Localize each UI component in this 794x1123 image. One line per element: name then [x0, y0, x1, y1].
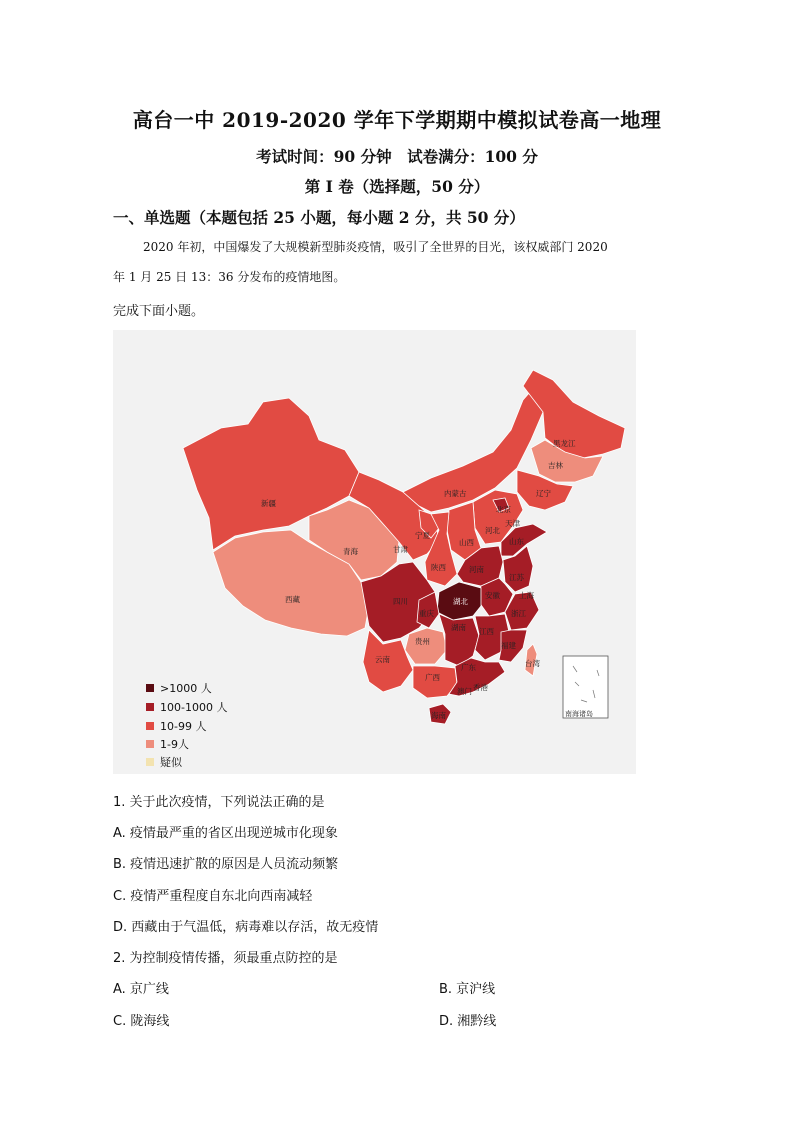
- legend-label-over1000: >1000 人: [160, 682, 212, 695]
- question-1-option-d[interactable]: D. 西藏由于气温低，病毒难以存活，故无疫情: [113, 920, 379, 935]
- label-neimenggu: 内蒙古: [444, 489, 467, 498]
- label-anhui: 安徽: [485, 591, 500, 600]
- label-aomen: 澳门: [457, 687, 472, 696]
- label-tianjin: 天津: [505, 519, 520, 528]
- label-chongqing: 重庆: [419, 609, 434, 618]
- label-jilin: 吉林: [548, 461, 563, 470]
- label-hebei: 河北: [485, 526, 500, 535]
- passage-line-2: 年 1 月 25 日 13：36 分发布的疫情地图。: [113, 270, 346, 284]
- label-sichuan: 四川: [393, 597, 408, 606]
- question-2-option-b[interactable]: B. 京沪线: [439, 982, 496, 997]
- legend-swatch-1-9: [146, 740, 154, 748]
- question-1-option-b[interactable]: B. 疫情迅速扩散的原因是人员流动频繁: [113, 857, 339, 872]
- legend-label-suspect: 疑似: [160, 756, 182, 769]
- legend-label-100-1000: 100-1000 人: [160, 701, 228, 714]
- map-legend: [146, 682, 227, 769]
- legend-swatch-over1000: [146, 684, 154, 692]
- label-xianggang: 香港: [473, 683, 488, 692]
- legend-label-10-99: 10-99 人: [160, 720, 207, 733]
- label-shaanxi: 陕西: [431, 563, 446, 572]
- label-shandong: 山东: [509, 537, 524, 546]
- legend-swatch-suspect: [146, 758, 154, 766]
- region-guizhou: [405, 628, 447, 664]
- label-fujian: 福建: [501, 641, 516, 650]
- legend-label-1-9: 1-9人: [160, 738, 189, 751]
- label-henan: 河南: [469, 565, 484, 574]
- label-xizang: 西藏: [285, 595, 300, 604]
- label-shanghai: 上海: [519, 591, 534, 600]
- instruction-text: 完成下面小题。: [113, 304, 205, 319]
- part-heading: 第 I 卷（选择题，50 分）: [304, 177, 490, 196]
- question-1-option-a[interactable]: A. 疫情最严重的省区出现逆城市化现象: [113, 826, 338, 841]
- section-heading: 一、单选题（本题包括 25 小题，每小题 2 分，共 50 分）: [113, 208, 525, 227]
- inset-label: 南海诸岛: [565, 710, 593, 718]
- label-zhejiang: 浙江: [511, 609, 526, 618]
- label-beijing: 北京: [496, 505, 511, 514]
- passage-paragraph: [113, 232, 681, 292]
- label-heilongjiang: 黑龙江: [553, 439, 576, 448]
- epidemic-map: [113, 330, 636, 774]
- label-guizhou: 贵州: [415, 637, 430, 646]
- legend-swatch-10-99: [146, 722, 154, 730]
- question-1-stem: 1. 关于此次疫情，下列说法正确的是: [113, 795, 325, 810]
- label-hubei: 湖北: [453, 597, 468, 606]
- china-map-svg: [113, 330, 636, 774]
- legend-swatch-100-1000: [146, 703, 154, 711]
- label-gansu: 甘肃: [393, 545, 408, 554]
- label-taiwan: 台湾: [525, 659, 540, 668]
- question-2-stem: 2. 为控制疫情传播，须最重点防控的是: [113, 951, 338, 966]
- passage-line-1: 2020 年初，中国爆发了大规模新型肺炎疫情，吸引了全世界的目光，该权威部门 2020: [143, 240, 608, 254]
- label-jiangsu: 江苏: [509, 573, 524, 582]
- label-jiangxi: 江西: [479, 627, 494, 636]
- label-ningxia: 宁夏: [415, 531, 430, 540]
- question-2-option-d[interactable]: D. 湘黔线: [439, 1014, 497, 1029]
- label-shanxi: 山西: [459, 538, 474, 547]
- label-liaoning: 辽宁: [536, 489, 551, 498]
- label-guangdong: 广东: [461, 663, 476, 672]
- label-xinjiang: 新疆: [261, 499, 276, 508]
- label-hainan: 海南: [431, 711, 446, 720]
- label-hunan: 湖南: [451, 623, 466, 632]
- label-guangxi: 广西: [425, 673, 440, 682]
- question-2-option-c[interactable]: C. 陇海线: [113, 1014, 170, 1029]
- question-1-option-c[interactable]: C. 疫情严重程度自东北向西南减轻: [113, 889, 313, 904]
- label-yunnan: 云南: [375, 655, 390, 664]
- label-qinghai: 青海: [343, 547, 358, 556]
- south-china-sea-inset: [563, 656, 608, 718]
- exam-info: 考试时间：90 分钟 试卷满分：100 分: [256, 147, 538, 166]
- page-title: 高台一中 2019-2020 学年下学期期中模拟试卷高一地理: [132, 108, 662, 132]
- question-2-option-a[interactable]: A. 京广线: [113, 982, 169, 997]
